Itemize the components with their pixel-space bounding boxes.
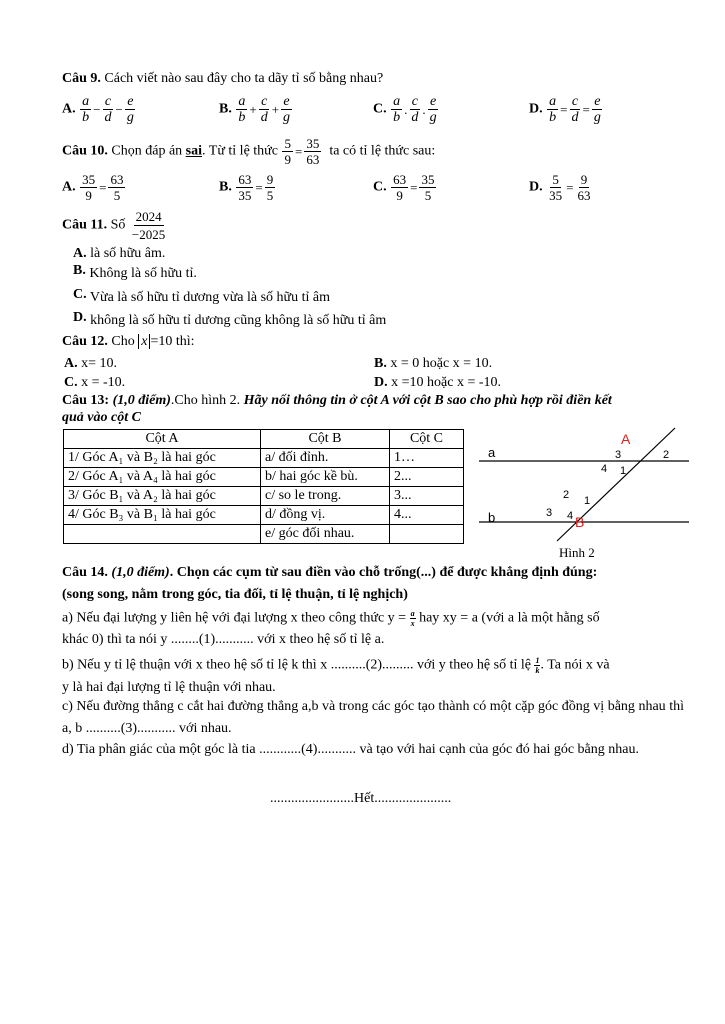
q11-option-c: C. Vừa là số hữu tỉ dương vừa là số hữu tỉ âm <box>73 287 331 305</box>
table-cell: 3... <box>390 487 464 506</box>
table-cell: 4/ Góc B₃ và B₁ là hai góc <box>64 506 261 525</box>
table-header-row <box>64 430 464 449</box>
table-cell: 2... <box>390 468 464 487</box>
q11-option-d: D. không là số hữu tỉ dương cũng không là số hữu tỉ âm <box>73 310 387 328</box>
table-row <box>64 506 464 525</box>
q11-heading: Câu 11. Số $\frac{2024}{-2025}$ <box>62 209 166 242</box>
q9-option-b: B. $\frac{a}{b}$ + $\frac{c}{d}$ + $\frac{e}{g}$ <box>219 94 291 125</box>
q9-option-a: A. $\frac{a}{b}$ − $\frac{c}{d}$ − $\frac{e}{g}$ <box>62 94 134 125</box>
q13-heading-line2: quả vào cột C <box>62 410 141 425</box>
label-point-b: B <box>575 514 585 530</box>
table-cell: 4... <box>390 506 464 525</box>
q10-option-a: A. $\frac{35}{9}$ = $\frac{63}{5}$ <box>62 172 124 203</box>
table-cell: d/ đồng vị. <box>261 506 390 525</box>
q10-option-b: B. $\frac{63}{35}$ = $\frac{9}{5}$ <box>219 172 274 203</box>
table-row <box>64 487 464 506</box>
q9-option-c: C. $\frac{a}{b}$ . $\frac{c}{d}$ . $\frac{e}{g}$ <box>373 94 437 125</box>
table-cell: 2/ Góc A₁ và A₄ là hai góc <box>64 468 261 487</box>
angle-a-2: 2 <box>663 449 670 461</box>
q11-option-a: A. là số hữu âm. <box>73 246 166 261</box>
q14-part-d: d) Tia phân giác của một góc là tia ............(4)........... và tạo với hai cạnh của góc đó hai góc bằng nhau. <box>62 742 639 757</box>
figure-parallel-lines <box>475 426 695 548</box>
table-cell: e/ góc đối nhau. <box>261 525 390 544</box>
q10-option-c: C. $\frac{63}{9}$ = $\frac{35}{5}$ <box>373 172 435 203</box>
angle-b-1: 1 <box>584 495 591 507</box>
q14-part-a-line2: khác 0) thì ta nói y ........(1)........... với x theo hệ số tỉ lệ a. <box>62 632 385 647</box>
angle-a-3: 3 <box>615 449 622 461</box>
q12-option-a: A. x= 10. <box>64 356 118 371</box>
table-cell: c/ so le trong. <box>261 487 390 506</box>
label-line-a: a <box>488 445 496 460</box>
table-cell <box>390 525 464 544</box>
table-header-col-c: Cột C <box>390 430 464 449</box>
figure-caption: Hình 2 <box>559 545 595 560</box>
table-cell <box>64 525 261 544</box>
table-row <box>64 468 464 487</box>
table-cell: a/ đối đỉnh. <box>261 449 390 468</box>
q10-option-d: D. $\frac{5}{35}$ = $\frac{9}{63}$ <box>529 172 591 203</box>
table-header-col-b: Cột B <box>261 430 390 449</box>
q14-heading: Câu 14. (1,0 điểm). Chọn các cụm từ sau điền vào chỗ trống(...) để được khẳng định đúng: <box>62 565 598 580</box>
q14-word-bank: (song song, nằm trong góc, tia đối, tỉ lệ thuận, tỉ lệ nghịch) <box>62 587 408 602</box>
footer-end-mark: ........................Hết...................... <box>270 791 452 806</box>
q14-part-c: c) Nếu đường thẳng c cắt hai đường thẳng a,b và trong các góc tạo thành có một cặp góc đồng vị bằng nhau thì a, b ..........(3)........... với nhau. <box>62 699 684 736</box>
label-point-a: A <box>621 431 631 447</box>
label-line-b: b <box>488 510 496 525</box>
table-row <box>64 449 464 468</box>
q12-option-b: B. x = 0 hoặc x = 10. <box>374 356 493 371</box>
table-cell: 3/ Góc B₁ và A₂ là hai góc <box>64 487 261 506</box>
q12-option-d: D. x =10 hoặc x = -10. <box>374 375 502 390</box>
table-cell: b/ hai góc kề bù. <box>261 468 390 487</box>
q11-option-b: B. Không là số hữu tỉ. <box>73 263 197 281</box>
q10-heading: Câu 10. Chọn đáp án sai. Từ tỉ lệ thức $\frac{5}{9}$ = $\frac{35}{63}$ ta có tỉ lệ thức sau: <box>62 136 436 167</box>
table-row <box>64 525 464 544</box>
table-cell: 1… <box>390 449 464 468</box>
table-header-col-a: Cột A <box>64 430 261 449</box>
q13-heading: Câu 13: (1,0 điểm).Cho hình 2. Hãy nối thông tin ở cột A với cột B sao cho phù hợp rồi điền kết <box>62 393 612 408</box>
angle-b-3: 3 <box>546 507 553 519</box>
q12-option-c: C. x = -10. <box>64 375 126 390</box>
table-cell: 1/ Góc A₁ và B₂ là hai góc <box>64 449 261 468</box>
q12-heading: Câu 12. Cho x =10 thì: <box>62 334 195 349</box>
angle-a-4: 4 <box>601 463 608 475</box>
q9-heading: Câu 9. Cách viết nào sau đây cho ta dãy tỉ số bằng nhau? <box>62 71 384 86</box>
q9-option-d: D. $\frac{a}{b}$ = $\frac{c}{d}$ = $\frac{e}{g}$ <box>529 94 601 125</box>
q13-matching-table <box>63 429 464 544</box>
angle-b-4: 4 <box>567 510 574 522</box>
q14-part-b: b) Nếu y tỉ lệ thuận với x theo hệ số tỉ lệ k thì x ..........(2)......... với y theo hệ số tỉ lệ $\frac{1}{k}$ . Ta nói x và <box>62 656 610 675</box>
q14-part-a: a) Nếu đại lượng y liên hệ với đại lượng x theo công thức y = $\frac{a}{x}$ hay xy = a (với a là một hằng số <box>62 609 600 628</box>
angle-b-2: 2 <box>563 489 570 501</box>
angle-a-1: 1 <box>620 465 627 477</box>
q14-part-b-line2: y là hai đại lượng tỉ lệ thuận với nhau. <box>62 680 276 695</box>
